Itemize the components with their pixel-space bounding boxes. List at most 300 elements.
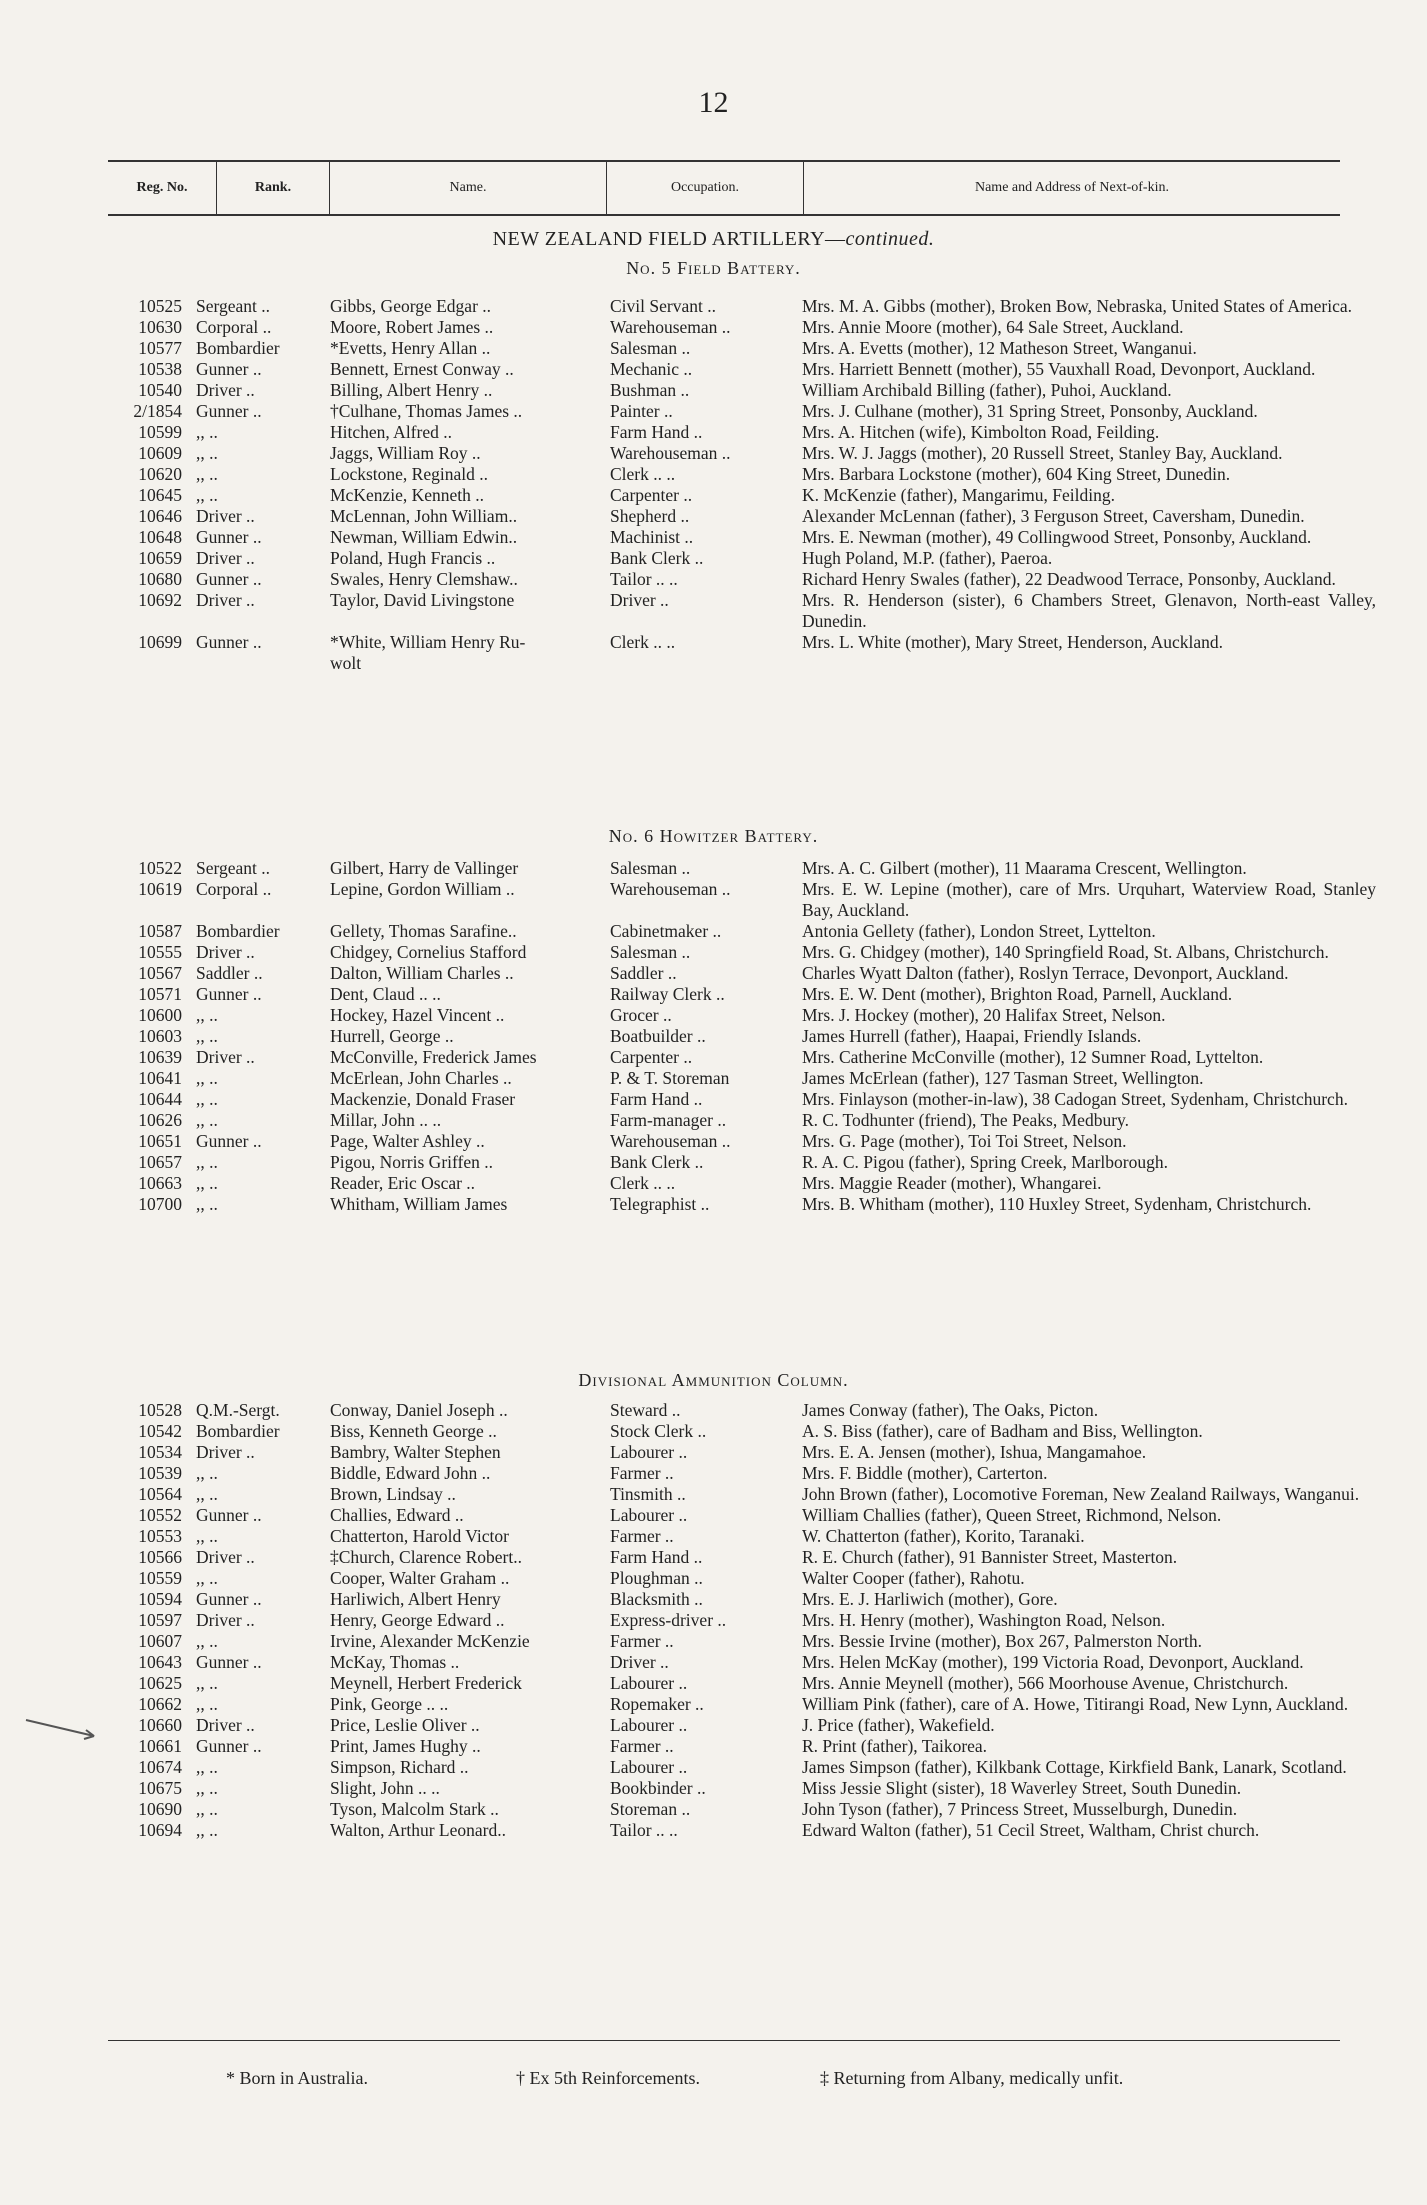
table-row: [110, 443, 1380, 464]
name-cell: [330, 879, 515, 900]
reg-no-cell: 10587: [138, 921, 182, 941]
next-of-kin-cell: Antonia Gellety (father), London Street, Lyttelton.: [802, 921, 1156, 941]
name-cell: [330, 1173, 475, 1194]
next-of-kin-cell: Charles Wyatt Dalton (father), Roslyn Terrace, Devonport, Auckland.: [802, 963, 1289, 983]
table-row: [110, 1026, 1380, 1047]
name-line: Henry, George Edward ..: [330, 1610, 505, 1630]
rank-cell: Driver ..: [196, 548, 255, 568]
name-cell: [330, 590, 514, 611]
name-line: Gilbert, Harry de Vallinger: [330, 858, 519, 878]
rank-cell: Gunner ..: [196, 1505, 262, 1525]
rank-cell: ,, ..: [196, 464, 218, 484]
name-line: Chatterton, Harold Victor: [330, 1526, 509, 1546]
reg-no-cell: 10626: [138, 1110, 182, 1130]
next-of-kin-cell: Mrs. E. Newman (mother), 49 Collingwood Street, Ponsonby, Auckland.: [802, 527, 1312, 547]
reg-no-cell: 10540: [138, 380, 182, 400]
next-of-kin-cell: Mrs. F. Biddle (mother), Carterton.: [802, 1463, 1048, 1483]
reg-no-cell: 10555: [138, 942, 182, 962]
name-line: Tyson, Malcolm Stark ..: [330, 1799, 499, 1819]
reg-no-cell: 10542: [138, 1421, 182, 1441]
rank-cell: Gunner ..: [196, 401, 262, 421]
rank-cell: Gunner ..: [196, 984, 262, 1004]
name-cell: [330, 1820, 506, 1841]
next-of-kin-cell: Mrs. M. A. Gibbs (mother), Broken Bow, Nebraska, United States of America.: [802, 296, 1353, 316]
rank-cell: Sergeant ..: [196, 858, 271, 878]
table-row: [110, 1694, 1380, 1715]
occupation-cell: Mechanic ..: [610, 359, 693, 379]
name-line: †Culhane, Thomas James ..: [330, 401, 523, 421]
name-cell: [330, 1400, 508, 1421]
next-of-kin-cell: William Challies (father), Queen Street, Richmond, Nelson.: [802, 1505, 1222, 1525]
dac-list: [110, 1400, 1380, 1841]
header-rank: Rank.: [217, 162, 330, 214]
occupation-cell: Farm Hand ..: [610, 1547, 703, 1567]
rank-cell: ,, ..: [196, 1778, 218, 1798]
name-line: Print, James Hughy ..: [330, 1736, 481, 1756]
name-cell: [330, 1194, 507, 1215]
name-cell: [330, 1463, 490, 1484]
table-row: [110, 1610, 1380, 1631]
occupation-cell: P. & T. Storeman: [610, 1068, 730, 1088]
table-row: [110, 1152, 1380, 1173]
name-line: Whitham, William James: [330, 1194, 508, 1214]
name-line: Dent, Claud .. ..: [330, 984, 441, 1004]
name-cell: [330, 569, 518, 590]
next-of-kin-cell: William Archibald Billing (father), Puhoi, Auckland.: [802, 380, 1172, 400]
name-line: Lockstone, Reginald ..: [330, 464, 488, 484]
rank-cell: ,, ..: [196, 1194, 218, 1214]
next-of-kin-cell: Richard Henry Swales (father), 22 Deadwood Terrace, Ponsonby, Auckland.: [802, 569, 1336, 589]
rank-cell: ,, ..: [196, 1673, 218, 1693]
rank-cell: Bombardier: [196, 921, 280, 941]
name-cell: [330, 632, 525, 674]
name-line: Poland, Hugh Francis ..: [330, 548, 496, 568]
name-cell: [330, 1505, 464, 1526]
next-of-kin-cell: Mrs. Catherine McConville (mother), 12 Sumner Road, Lyttelton.: [802, 1047, 1264, 1067]
name-line: *White, William Henry Ru-: [330, 632, 526, 652]
occupation-cell: Driver ..: [610, 1652, 669, 1672]
occupation-cell: Clerk .. ..: [610, 632, 676, 652]
name-line: Dalton, William Charles ..: [330, 963, 514, 983]
rank-cell: ,, ..: [196, 443, 218, 463]
reg-no-cell: 10567: [138, 963, 182, 983]
rank-cell: Q.M.-Sergt.: [196, 1400, 280, 1420]
rank-cell: Driver ..: [196, 1547, 255, 1567]
reg-no-cell: 10571: [138, 984, 182, 1004]
occupation-cell: Tailor .. ..: [610, 569, 678, 589]
reg-no-cell: 10646: [138, 506, 182, 526]
name-line: Meynell, Herbert Frederick: [330, 1673, 522, 1693]
footer-rule: [108, 2040, 1340, 2041]
next-of-kin-cell: Mrs. B. Whitham (mother), 110 Huxley Street, Sydenham, Christchurch.: [802, 1194, 1312, 1214]
name-cell: [330, 1421, 497, 1442]
occupation-cell: Warehouseman ..: [610, 317, 731, 337]
occupation-cell: Civil Servant ..: [610, 296, 716, 316]
rank-cell: Driver ..: [196, 1610, 255, 1630]
reg-no-cell: 10620: [138, 464, 182, 484]
next-of-kin-cell: Alexander McLennan (father), 3 Ferguson Street, Caversham, Dunedin.: [802, 506, 1305, 526]
table-row: [110, 1400, 1380, 1421]
name-cell: [330, 485, 484, 506]
page-title: [0, 228, 1427, 251]
name-cell: [330, 984, 441, 1005]
name-cell: [330, 1089, 515, 1110]
next-of-kin-cell: Mrs. Maggie Reader (mother), Whangarei.: [802, 1173, 1102, 1193]
table-row: [110, 1505, 1380, 1526]
table-row: [110, 858, 1380, 879]
name-line: Brown, Lindsay ..: [330, 1484, 456, 1504]
occupation-cell: Warehouseman ..: [610, 443, 731, 463]
occupation-cell: Railway Clerk ..: [610, 984, 725, 1004]
occupation-cell: Labourer ..: [610, 1715, 688, 1735]
reg-no-cell: 10674: [138, 1757, 182, 1777]
rank-cell: Driver ..: [196, 380, 255, 400]
table-row: [110, 1442, 1380, 1463]
table-row: [110, 1526, 1380, 1547]
name-line: *Evetts, Henry Allan ..: [330, 338, 491, 358]
occupation-cell: Steward ..: [610, 1400, 681, 1420]
next-of-kin-cell: Mrs. Bessie Irvine (mother), Box 267, Palmerston North.: [802, 1631, 1203, 1651]
next-of-kin-cell: Mrs. H. Henry (mother), Washington Road, Nelson.: [802, 1610, 1166, 1630]
name-line: McLennan, John William..: [330, 506, 518, 526]
occupation-cell: Farmer ..: [610, 1736, 674, 1756]
occupation-cell: Boatbuilder ..: [610, 1026, 706, 1046]
next-of-kin-cell: Mrs. A. C. Gilbert (mother), 11 Maarama Crescent, Wellington.: [802, 858, 1247, 878]
table-row: [110, 527, 1380, 548]
name-line: Irvine, Alexander McKenzie: [330, 1631, 530, 1651]
name-line: McKay, Thomas ..: [330, 1652, 460, 1672]
margin-arrow-mark: [24, 1712, 114, 1742]
occupation-cell: Farm Hand ..: [610, 422, 703, 442]
rank-cell: ,, ..: [196, 1799, 218, 1819]
name-cell: [330, 1047, 537, 1068]
table-row: [110, 1068, 1380, 1089]
next-of-kin-cell: Walter Cooper (father), Rahotu.: [802, 1568, 1025, 1588]
rank-cell: Gunner ..: [196, 1589, 262, 1609]
table-row: [110, 296, 1380, 317]
rank-cell: Gunner ..: [196, 359, 262, 379]
table-row: [110, 1463, 1380, 1484]
occupation-cell: Labourer ..: [610, 1442, 688, 1462]
name-cell: [330, 359, 514, 380]
rank-cell: Driver ..: [196, 590, 255, 610]
header-reg-no: Reg. No.: [108, 162, 217, 214]
next-of-kin-cell: Mrs. W. J. Jaggs (mother), 20 Russell Street, Stanley Bay, Auckland.: [802, 443, 1283, 463]
name-cell: [330, 1631, 530, 1652]
occupation-cell: Labourer ..: [610, 1757, 688, 1777]
name-line: Taylor, David Livingstone: [330, 590, 515, 610]
name-cell: [330, 1068, 512, 1089]
next-of-kin-cell: R. E. Church (father), 91 Bannister Street, Masterton.: [802, 1547, 1178, 1567]
next-of-kin-cell: Mrs. Finlayson (mother-in-law), 38 Cadogan Street, Sydenham, Christchurch.: [802, 1089, 1348, 1109]
occupation-cell: Telegraphist ..: [610, 1194, 710, 1214]
name-cell: [330, 1568, 509, 1589]
reg-no-cell: 10660: [138, 1715, 182, 1735]
name-line: Jaggs, William Roy ..: [330, 443, 481, 463]
table-row: [110, 1194, 1380, 1215]
name-cell: [330, 858, 518, 879]
name-line: Newman, William Edwin..: [330, 527, 518, 547]
occupation-cell: Farm-manager ..: [610, 1110, 727, 1130]
rank-cell: Bombardier: [196, 1421, 280, 1441]
occupation-cell: Blacksmith ..: [610, 1589, 703, 1609]
page-number: 12: [698, 86, 729, 119]
next-of-kin-cell: Hugh Poland, M.P. (father), Paeroa.: [802, 548, 1053, 568]
rank-cell: Driver ..: [196, 1715, 255, 1735]
occupation-cell: Grocer ..: [610, 1005, 672, 1025]
table-row: [110, 1652, 1380, 1673]
name-cell: [330, 548, 495, 569]
rank-cell: ,, ..: [196, 1694, 218, 1714]
next-of-kin-cell: Edward Walton (father), 51 Cecil Street, Waltham, Christ church.: [802, 1820, 1260, 1840]
rank-cell: ,, ..: [196, 1152, 218, 1172]
table-row: [110, 1568, 1380, 1589]
rank-cell: ,, ..: [196, 1463, 218, 1483]
occupation-cell: Express-driver ..: [610, 1610, 727, 1630]
next-of-kin-cell: A. S. Biss (father), care of Badham and Biss, Wellington.: [802, 1421, 1203, 1441]
name-line: Cooper, Walter Graham ..: [330, 1568, 510, 1588]
rank-cell: Gunner ..: [196, 632, 262, 652]
name-line: Millar, John .. ..: [330, 1110, 442, 1130]
name-line: Conway, Daniel Joseph ..: [330, 1400, 508, 1420]
reg-no-cell: 10600: [138, 1005, 182, 1025]
footnote-born-australia: * Born in Australia.: [226, 2068, 368, 2088]
table-row: [110, 569, 1380, 590]
reg-no-cell: 10630: [138, 317, 182, 337]
name-cell: [330, 1736, 481, 1757]
name-line: Walton, Arthur Leonard..: [330, 1820, 506, 1840]
name-cell: [330, 1757, 469, 1778]
next-of-kin-cell: Mrs. J. Hockey (mother), 20 Halifax Street, Nelson.: [802, 1005, 1166, 1025]
rank-cell: ,, ..: [196, 1068, 218, 1088]
reg-no-cell: 10564: [138, 1484, 182, 1504]
reg-no-cell: 10559: [138, 1568, 182, 1588]
occupation-cell: Labourer ..: [610, 1505, 688, 1525]
table-row: [110, 422, 1380, 443]
table-row: [110, 1173, 1380, 1194]
name-cell: [330, 401, 522, 422]
header-occupation: Occupation.: [607, 162, 804, 214]
reg-no-cell: 10648: [138, 527, 182, 547]
reg-no-cell: 10603: [138, 1026, 182, 1046]
occupation-cell: Tinsmith ..: [610, 1484, 686, 1504]
occupation-cell: Bank Clerk ..: [610, 1152, 704, 1172]
next-of-kin-cell: Mrs. Annie Meynell (mother), 566 Moorhouse Avenue, Christchurch.: [802, 1673, 1289, 1693]
name-cell: [330, 1110, 441, 1131]
name-line: Billing, Albert Henry ..: [330, 380, 493, 400]
next-of-kin-cell: Mrs. E. A. Jensen (mother), Ishua, Mangamahoe.: [802, 1442, 1147, 1462]
reg-no-cell: 10694: [138, 1820, 182, 1840]
rank-cell: Corporal ..: [196, 317, 272, 337]
table-row: [110, 317, 1380, 338]
table-row: [110, 380, 1380, 401]
name-line: McKenzie, Kenneth ..: [330, 485, 485, 505]
section-heading-dac: Divisional Ammunition Column.: [578, 1370, 849, 1390]
name-line: Chidgey, Cornelius Stafford: [330, 942, 527, 962]
table-row: [110, 1736, 1380, 1757]
name-line: Moore, Robert James ..: [330, 317, 494, 337]
table-row: [110, 1089, 1380, 1110]
occupation-cell: Stock Clerk ..: [610, 1421, 707, 1441]
reg-no-cell: 10643: [138, 1652, 182, 1672]
occupation-cell: Warehouseman ..: [610, 1131, 731, 1151]
reg-no-cell: 10539: [138, 1463, 182, 1483]
reg-no-cell: 10597: [138, 1610, 182, 1630]
table-row: [110, 1757, 1380, 1778]
table-row: [110, 942, 1380, 963]
name-cell: [330, 380, 492, 401]
occupation-cell: Salesman ..: [610, 942, 691, 962]
name-line: Lepine, Gordon William ..: [330, 879, 515, 899]
rank-cell: ,, ..: [196, 1820, 218, 1840]
rank-cell: ,, ..: [196, 1173, 218, 1193]
next-of-kin-cell: James Conway (father), The Oaks, Picton.: [802, 1400, 1099, 1420]
occupation-cell: Shepherd ..: [610, 506, 690, 526]
table-row: [110, 1799, 1380, 1820]
occupation-cell: Tailor .. ..: [610, 1820, 678, 1840]
name-cell: [330, 296, 491, 317]
next-of-kin-cell: Mrs. E. J. Harliwich (mother), Gore.: [802, 1589, 1058, 1609]
next-of-kin-cell: Mrs. Barbara Lockstone (mother), 604 King Street, Dunedin.: [802, 464, 1231, 484]
reg-no-cell: 10577: [138, 338, 182, 358]
rank-cell: Corporal ..: [196, 879, 272, 899]
next-of-kin-cell: James Hurrell (father), Haapai, Friendly Islands.: [802, 1026, 1142, 1046]
reg-no-cell: 10607: [138, 1631, 182, 1651]
table-row: [110, 485, 1380, 506]
next-of-kin-cell: Mrs. J. Culhane (mother), 31 Spring Street, Ponsonby, Auckland.: [802, 401, 1258, 421]
rank-cell: ,, ..: [196, 1484, 218, 1504]
occupation-cell: Saddler ..: [610, 963, 677, 983]
reg-no-cell: 10644: [138, 1089, 182, 1109]
name-cell: [330, 1026, 454, 1047]
table-row: [110, 590, 1380, 632]
occupation-cell: Machinist ..: [610, 527, 694, 547]
rank-cell: Driver ..: [196, 942, 255, 962]
reg-no-cell: 10675: [138, 1778, 182, 1798]
rank-cell: ,, ..: [196, 1089, 218, 1109]
reg-no-cell: 10566: [138, 1547, 182, 1567]
reg-no-cell: 10700: [138, 1194, 182, 1214]
next-of-kin-cell: R. Print (father), Taikorea.: [802, 1736, 988, 1756]
table-row: [110, 401, 1380, 422]
name-cell: [330, 1715, 480, 1736]
rank-cell: ,, ..: [196, 1110, 218, 1130]
reg-no-cell: 10528: [138, 1400, 182, 1420]
name-cell: [330, 1131, 485, 1152]
rank-cell: ,, ..: [196, 422, 218, 442]
battery5-list: [110, 296, 1380, 673]
name-line: Challies, Edward ..: [330, 1505, 464, 1525]
occupation-cell: Clerk .. ..: [610, 464, 676, 484]
occupation-cell: Cabinetmaker ..: [610, 921, 722, 941]
rank-cell: ,, ..: [196, 1026, 218, 1046]
table-row: [110, 1005, 1380, 1026]
name-cell: [330, 1778, 440, 1799]
rank-cell: ,, ..: [196, 1005, 218, 1025]
table-row: [110, 1631, 1380, 1652]
name-line: Hitchen, Alfred ..: [330, 422, 452, 442]
reg-no-cell: 10522: [138, 858, 182, 878]
table-row: [110, 464, 1380, 485]
next-of-kin-cell: Mrs. Helen McKay (mother), 199 Victoria Road, Devonport, Auckland.: [802, 1652, 1304, 1672]
reg-no-cell: 10641: [138, 1068, 182, 1088]
rank-cell: ,, ..: [196, 1757, 218, 1777]
occupation-cell: Carpenter ..: [610, 485, 693, 505]
name-line: McErlean, John Charles ..: [330, 1068, 512, 1088]
next-of-kin-cell: Mrs. G. Page (mother), Toi Toi Street, Nelson.: [802, 1131, 1127, 1151]
next-of-kin-cell: Mrs. E. W. Dent (mother), Brighton Road, Parnell, Auckland.: [802, 984, 1233, 1004]
rank-cell: ,, ..: [196, 1568, 218, 1588]
occupation-cell: Farmer ..: [610, 1463, 674, 1483]
rank-cell: Gunner ..: [196, 527, 262, 547]
name-cell: [330, 1005, 504, 1026]
table-row: [110, 1047, 1380, 1068]
battery6-list: [110, 858, 1380, 1215]
reg-no-cell: 2/1854: [133, 401, 182, 421]
name-line: Page, Walter Ashley ..: [330, 1131, 485, 1151]
name-line: Hurrell, George ..: [330, 1026, 454, 1046]
name-continuation: wolt: [330, 653, 362, 673]
table-row: [110, 879, 1380, 921]
occupation-cell: Clerk .. ..: [610, 1173, 676, 1193]
next-of-kin-cell: W. Chatterton (father), Korito, Taranaki.: [802, 1526, 1085, 1546]
reg-no-cell: 10594: [138, 1589, 182, 1609]
section-heading-battery6: No. 6 Howitzer Battery.: [608, 826, 819, 846]
name-cell: [330, 443, 481, 464]
name-cell: [330, 1799, 499, 1820]
rank-cell: Driver ..: [196, 1047, 255, 1067]
name-line: Pink, George .. ..: [330, 1694, 449, 1714]
next-of-kin-cell: R. C. Todhunter (friend), The Peaks, Medbury.: [802, 1110, 1130, 1130]
occupation-cell: Farmer ..: [610, 1631, 674, 1651]
table-row: [110, 1715, 1380, 1736]
occupation-cell: Salesman ..: [610, 858, 691, 878]
next-of-kin-cell: James Simpson (father), Kilkbank Cottage, Kirkfield Bank, Lanark, Scotland.: [802, 1757, 1347, 1777]
name-cell: [330, 942, 526, 963]
next-of-kin-cell: Mrs. R. Henderson (sister), 6 Chambers Street, Glenavon, North-east Valley, Dunedin.: [802, 590, 1376, 631]
reg-no-cell: 10661: [138, 1736, 182, 1756]
occupation-cell: Bank Clerk ..: [610, 548, 704, 568]
name-line: Slight, John .. ..: [330, 1778, 440, 1798]
table-row: [110, 632, 1380, 673]
reg-no-cell: 10651: [138, 1131, 182, 1151]
occupation-cell: Warehouseman ..: [610, 879, 731, 899]
next-of-kin-cell: J. Price (father), Wakefield.: [802, 1715, 995, 1735]
rank-cell: Gunner ..: [196, 1131, 262, 1151]
table-row: [110, 506, 1380, 527]
rank-cell: Driver ..: [196, 1442, 255, 1462]
reg-no-cell: 10552: [138, 1505, 182, 1525]
rank-cell: Gunner ..: [196, 569, 262, 589]
next-of-kin-cell: William Pink (father), care of A. Howe, Titirangi Road, New Lynn, Auckland.: [802, 1694, 1349, 1714]
table-row: [110, 921, 1380, 942]
reg-no-cell: 10609: [138, 443, 182, 463]
table-row: [110, 1778, 1380, 1799]
next-of-kin-cell: Mrs. E. W. Lepine (mother), care of Mrs. Urquhart, Waterview Road, Stanley Bay, Auckland.: [802, 879, 1376, 920]
rank-cell: Gunner ..: [196, 1736, 262, 1756]
name-line: Simpson, Richard ..: [330, 1757, 469, 1777]
rank-cell: ,, ..: [196, 1631, 218, 1651]
name-line: Gellety, Thomas Sarafine..: [330, 921, 517, 941]
name-line: Reader, Eric Oscar ..: [330, 1173, 476, 1193]
table-row: [110, 1820, 1380, 1841]
occupation-cell: Driver ..: [610, 590, 669, 610]
table-row: [110, 359, 1380, 380]
name-cell: [330, 1442, 501, 1463]
name-line: Bambry, Walter Stephen: [330, 1442, 501, 1462]
occupation-cell: Storeman ..: [610, 1799, 691, 1819]
rank-cell: Saddler ..: [196, 963, 263, 983]
